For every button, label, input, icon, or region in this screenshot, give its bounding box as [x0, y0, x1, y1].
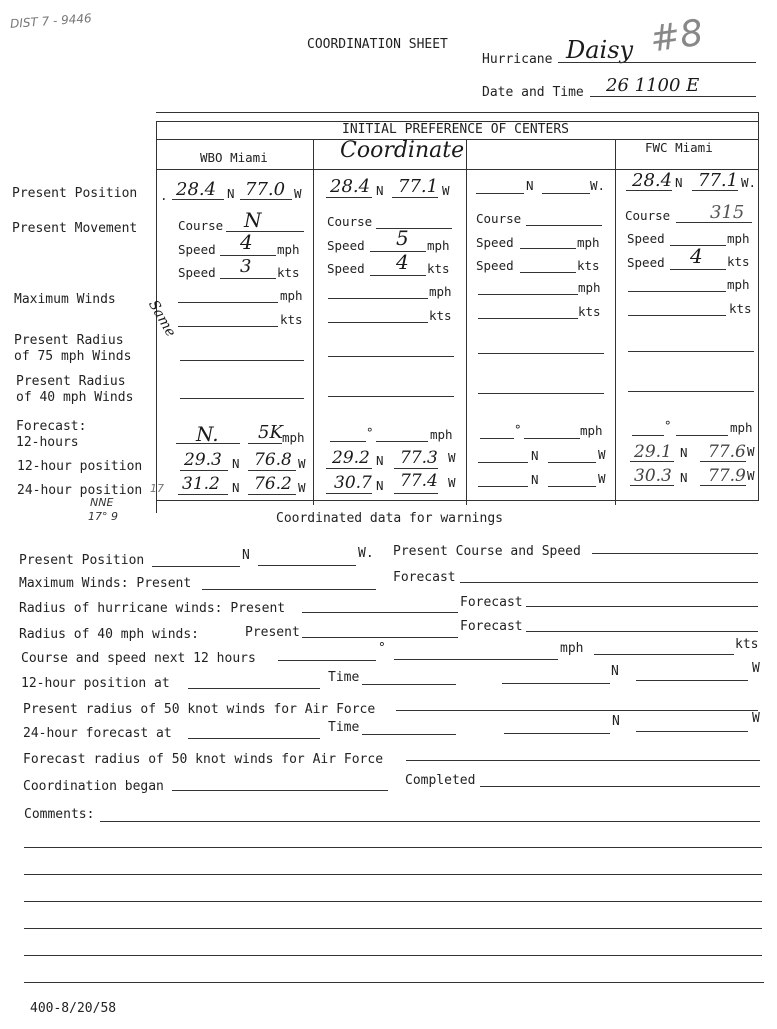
w-pos12-lon-field[interactable] [636, 680, 748, 681]
wbo-lon-line [240, 199, 292, 200]
w-radius50-forecast-field[interactable] [406, 760, 760, 761]
w-present-lat-field[interactable] [152, 566, 240, 567]
fwc-pos24-n: N [680, 470, 688, 485]
sheet-number-pencil: #8 [647, 12, 706, 61]
coord-speed-kts: 4 [396, 250, 409, 274]
fwc-pos12-w: W [747, 444, 755, 459]
fwc-pos12-lat-line [630, 461, 674, 462]
fwc-pos12-lat: 29.1 [634, 442, 672, 462]
fwc-kts: kts [727, 254, 750, 269]
coord-course-line [376, 228, 452, 229]
coord-pos24-lat-line [326, 493, 372, 494]
coord-pos24-lon-line [394, 493, 438, 494]
coord-pos12-n: N [376, 453, 384, 468]
margin-note-nne: NNE [90, 496, 114, 509]
w-fc24-label: 24-hour forecast at [23, 726, 172, 741]
coord-speed-label-2: Speed [327, 261, 365, 276]
w-course-speed-label: Present Course and Speed [393, 544, 581, 559]
coord-course-label: Course [327, 214, 373, 229]
wbo-speed-kts-line [220, 278, 276, 279]
fwc-speed-kts: 4 [690, 244, 703, 268]
warnings-title: Coordinated data for warnings [276, 511, 503, 526]
wbo-fc12-speed: 5K [258, 422, 283, 443]
wbo-pos12-lon: 76.8 [254, 450, 292, 470]
margin-note-deg: 17° 9 [88, 510, 118, 523]
wbo-course-line [226, 231, 304, 232]
w-radius-40-label: Radius of 40 mph winds: [19, 627, 200, 642]
fwc-w: W. [741, 175, 757, 190]
wbo-speed-kts: 3 [240, 256, 252, 277]
fwc-max-kts: kts [729, 301, 752, 316]
fwc-n: N [675, 175, 683, 190]
coord-mph: mph [427, 238, 450, 253]
comments-line-1[interactable] [100, 821, 760, 822]
label-24h-position: 24-hour position [17, 483, 143, 498]
w-fc24-lon-field[interactable] [636, 731, 748, 732]
coord-max-mph: mph [429, 284, 452, 299]
col3-max-kts: kts [578, 304, 601, 319]
col3-w: W. [590, 178, 606, 193]
w-max-forecast-field[interactable] [460, 582, 758, 583]
w-radius-hurricane-field[interactable] [302, 612, 458, 613]
hurricane-label: Hurricane [482, 52, 553, 67]
w-fc24-lat-field[interactable] [504, 733, 610, 734]
w-course-speed-12-label: Course and speed next 12 hours [21, 651, 256, 666]
wbo-pos12-w: W [298, 456, 306, 471]
fwc-pos24-lat: 30.3 [634, 466, 672, 486]
coord-n: N [376, 183, 384, 198]
label-forecast-b: 12-hours [16, 435, 79, 450]
table-bottom-line [156, 500, 758, 501]
wbo-max-mph-line [178, 302, 278, 303]
fwc-max-mph: mph [727, 277, 750, 292]
form-number: 400-8/20/58 [30, 1001, 117, 1016]
coord-max-mph-line [328, 298, 428, 299]
coord-max-kts: kts [429, 308, 452, 323]
col3-pos12-lon-line [548, 462, 596, 463]
wbo-pos24-lon-line [248, 494, 296, 495]
col3-speed-label-1: Speed [476, 235, 514, 250]
wbo-n: N [227, 186, 235, 201]
col3-fc12-dir-line [480, 438, 514, 439]
w-pos12-lat-field[interactable] [502, 683, 610, 684]
fwc-course-line [676, 222, 752, 223]
coord-fc12-speed-line [376, 441, 428, 442]
w-radius-40-present: Present [245, 625, 300, 640]
col3-course-line [526, 225, 602, 226]
fwc-speed-label-2: Speed [627, 255, 665, 270]
fwc-speed-kts-line [670, 269, 726, 270]
wbo-w: W [294, 186, 302, 201]
w-comments-label: Comments: [24, 807, 95, 822]
col3-mph: mph [577, 235, 600, 250]
col3-radius75-line [478, 353, 604, 354]
label-radius40-a: Present Radius [16, 374, 126, 389]
coord-speed-kts-line [370, 275, 426, 276]
column-divider-1 [313, 139, 314, 505]
fwc-pos12-lon-line [700, 461, 746, 462]
fwc-pos24-lon-line [700, 485, 746, 486]
col3-pos12-lat-line [478, 462, 528, 463]
wbo-pos24-w: W [298, 480, 306, 495]
wbo-max-mph: mph [280, 288, 303, 303]
wbo-pos12-lat-line [180, 470, 228, 471]
wbo-pos24-n: N [232, 480, 240, 495]
wbo-fc12-dir-line [176, 443, 240, 444]
fwc-speed-label-1: Speed [627, 231, 665, 246]
wbo-course: N [244, 208, 262, 232]
w-radius50-present-label: Present radius of 50 knot winds for Air Force [23, 702, 376, 717]
fwc-radius75-line [628, 351, 754, 352]
col3-n: N [526, 178, 534, 193]
wbo-max-kts-line [178, 326, 278, 327]
w-present-lon-field[interactable] [258, 565, 356, 566]
coord-radius75-line [328, 356, 454, 357]
w-pos12-n: N [611, 664, 619, 679]
datetime-line [590, 96, 756, 97]
coord-fc12-deg: ° [366, 425, 374, 440]
w-completed-label: Completed [405, 773, 476, 788]
col3-pos24-lon-line [548, 486, 596, 487]
fwc-lon: 77.1 [698, 170, 739, 191]
col3-radius40-line [478, 393, 604, 394]
coord-pos12-lon-line [394, 468, 438, 469]
fwc-max-mph-line [628, 291, 726, 292]
fwc-pos12-lon: 77.6 [708, 442, 746, 462]
coord-w: W [442, 183, 450, 198]
col-header-fwc: FWC Miami [645, 140, 713, 155]
col3-lat-line [476, 193, 524, 194]
wbo-max-kts: kts [280, 312, 303, 327]
w-present-w: W. [358, 546, 374, 561]
w-course-12-deg: ° [378, 641, 386, 656]
hurricane-name-handwritten: Daisy [566, 36, 634, 64]
w-speed-12-mph-field[interactable] [394, 659, 558, 660]
col3-max-mph: mph [578, 280, 601, 295]
w-speed-12-kts: kts [735, 637, 759, 652]
wbo-pos24-lat: 31.2 [182, 474, 220, 494]
coord-radius40-line [328, 396, 454, 397]
datetime-label: Date and Time [482, 85, 584, 100]
fwc-course: 315 [710, 202, 745, 223]
coord-pos24-lon: 77.4 [400, 471, 438, 491]
col-header-coordinate: Coordinate [340, 138, 465, 163]
w-completed-field[interactable] [480, 786, 760, 787]
w-pos12-time-label: Time [328, 670, 360, 685]
comments-line-4[interactable] [24, 901, 762, 902]
col3-pos24-lat-line [478, 486, 528, 487]
coord-fc12-mph: mph [430, 427, 453, 442]
wbo-pos12-lat: 29.3 [184, 450, 222, 470]
wbo-fc12-speed-line [248, 443, 282, 444]
w-max-winds-label: Maximum Winds: Present [19, 576, 192, 591]
col3-max-mph-line [478, 294, 578, 295]
comments-line-6[interactable] [24, 955, 762, 956]
fwc-radius40-line [628, 391, 754, 392]
col3-pos12-n: N [531, 448, 539, 463]
w-radius50-forecast-label: Forecast radius of 50 knot winds for Air Force [23, 752, 384, 767]
label-radius40-b: of 40 mph Winds [16, 390, 134, 405]
column-divider-3 [615, 139, 616, 505]
w-present-n: N [242, 548, 250, 563]
wbo-speed-label-2: Speed [178, 265, 216, 280]
wbo-pos12-lon-line [248, 470, 296, 471]
w-radius50-present-field[interactable] [396, 710, 758, 711]
fwc-fc12-speed-line [676, 435, 728, 436]
coord-kts: kts [427, 261, 450, 276]
label-12h-position: 12-hour position [17, 459, 143, 474]
label-radius75-b: of 75 mph Winds [14, 349, 132, 364]
wbo-kts: kts [277, 265, 300, 280]
wbo-mph: mph [277, 242, 300, 257]
wbo-radius40-line [180, 398, 304, 399]
col3-course-label: Course [476, 211, 522, 226]
comments-line-2[interactable] [24, 847, 762, 848]
fwc-mph: mph [727, 231, 750, 246]
w-present-position-label: Present Position [19, 553, 145, 568]
wbo-course-label: Course [178, 218, 224, 233]
coord-pos12-w: W [448, 450, 456, 465]
wbo-speed-mph: 4 [240, 230, 253, 254]
w-fc24-time-field[interactable] [362, 734, 456, 735]
w-speed-12-mph: mph [560, 641, 584, 656]
wbo-pos24-lon: 76.2 [254, 474, 292, 494]
coord-speed-mph: 5 [396, 226, 409, 250]
hurricane-line [558, 62, 756, 63]
fwc-fc12-deg: ° [664, 418, 672, 433]
coord-lat: 28.4 [330, 176, 371, 197]
w-speed-12-kts-field[interactable] [594, 654, 734, 655]
col3-pos24-n: N [531, 472, 539, 487]
wbo-speed-label-1: Speed [178, 242, 216, 257]
w-fc24-n: N [612, 714, 620, 729]
w-fc24-time-label: Time [328, 720, 360, 735]
coord-speed-label-1: Speed [327, 238, 365, 253]
fwc-lat-line [626, 190, 672, 191]
w-max-forecast-label: Forecast [393, 570, 456, 585]
coord-max-kts-line [328, 322, 428, 323]
w-radius-hurricane-forecast-label: Forecast [460, 595, 523, 610]
fwc-fc12-mph: mph [730, 420, 753, 435]
coord-fc12-dir-line [330, 441, 366, 442]
w-course-12-field[interactable] [278, 660, 376, 661]
w-pos12-at-field[interactable] [188, 688, 320, 689]
comments-line-7[interactable] [24, 982, 764, 983]
col3-fc12-mph: mph [580, 423, 603, 438]
w-course-speed-field[interactable] [592, 553, 758, 554]
fwc-pos24-lon: 77.9 [708, 466, 746, 486]
w-max-winds-field[interactable] [202, 589, 376, 590]
w-coord-began-label: Coordination began [23, 779, 164, 794]
col3-kts: kts [577, 258, 600, 273]
w-pos12-time-field[interactable] [362, 684, 456, 685]
coord-lat-line [326, 197, 372, 198]
col3-pos24-w: W [598, 471, 606, 486]
col3-speed-label-2: Speed [476, 258, 514, 273]
coord-pos12-lat: 29.2 [332, 448, 370, 468]
fwc-pos12-n: N [680, 445, 688, 460]
wbo-lat: 28.4 [176, 179, 217, 200]
margin-note-17: 17 [150, 482, 164, 495]
col3-speed-kts-line [520, 272, 576, 273]
wbo-fc12-dir: N. [196, 422, 219, 446]
wbo-pos12-n: N [232, 456, 240, 471]
col3-max-kts-line [478, 318, 578, 319]
comments-line-5[interactable] [24, 928, 762, 929]
w-pos12-w: W [752, 661, 760, 676]
col3-pos12-w: W [598, 447, 606, 462]
comments-line-3[interactable] [24, 874, 762, 875]
table-caption: INITIAL PREFERENCE OF CENTERS [342, 122, 569, 137]
wbo-max-winds-same: Same [145, 297, 179, 340]
w-radius-hurricane-forecast-field[interactable] [526, 606, 758, 607]
coord-lon: 77.1 [398, 176, 439, 197]
wbo-radius75-line [180, 360, 304, 361]
fwc-course-label: Course [625, 208, 671, 223]
wbo-lat-line [172, 199, 224, 200]
w-radius-40-forecast-field[interactable] [526, 631, 758, 632]
col3-fc12-speed-line [524, 438, 580, 439]
col-header-wbo: WBO Miami [200, 150, 268, 165]
fwc-fc12-dir-line [632, 435, 664, 436]
w-radius-40-field[interactable] [302, 637, 458, 638]
wbo-fc12-mph: mph [282, 430, 305, 445]
label-present-position: Present Position [12, 186, 138, 201]
w-fc24-w: W [752, 711, 760, 726]
w-radius-hurricane-label: Radius of hurricane winds: Present [19, 601, 286, 616]
w-fc24-at-field[interactable] [188, 738, 320, 739]
fwc-lon-line [692, 190, 738, 191]
col3-fc12-deg: ° [514, 422, 522, 437]
column-divider-2 [466, 139, 467, 505]
wbo-lon: 77.0 [245, 179, 286, 200]
w-pos12-label: 12-hour position at [21, 676, 170, 691]
fwc-pos24-lat-line [630, 485, 674, 486]
fwc-pos24-w: W [747, 468, 755, 483]
corner-file-note: DIST 7 - 9446 [9, 11, 93, 31]
datetime-handwritten: 26 1100 E [606, 75, 700, 96]
fwc-max-kts-line [628, 315, 726, 316]
coord-pos24-n: N [376, 478, 384, 493]
wbo-pos24-lat-line [178, 494, 228, 495]
coord-pos12-lon: 77.3 [400, 448, 438, 468]
w-radius-40-forecast-label: Forecast [460, 619, 523, 634]
fwc-lat: 28.4 [632, 170, 673, 191]
coord-pos24-lat: 30.7 [334, 473, 372, 493]
w-coord-began-field[interactable] [172, 790, 388, 791]
label-present-movement: Present Movement [12, 221, 138, 236]
col3-lon-line [542, 193, 590, 194]
page-title: COORDINATION SHEET [307, 37, 448, 52]
label-forecast-a: Forecast: [16, 419, 87, 434]
col3-speed-mph-line [520, 248, 576, 249]
label-radius75-a: Present Radius [14, 333, 124, 348]
coord-pos12-lat-line [326, 468, 372, 469]
coord-pos24-w: W [448, 475, 456, 490]
coord-lon-line [392, 197, 438, 198]
label-maximum-winds: Maximum Winds [14, 292, 116, 307]
